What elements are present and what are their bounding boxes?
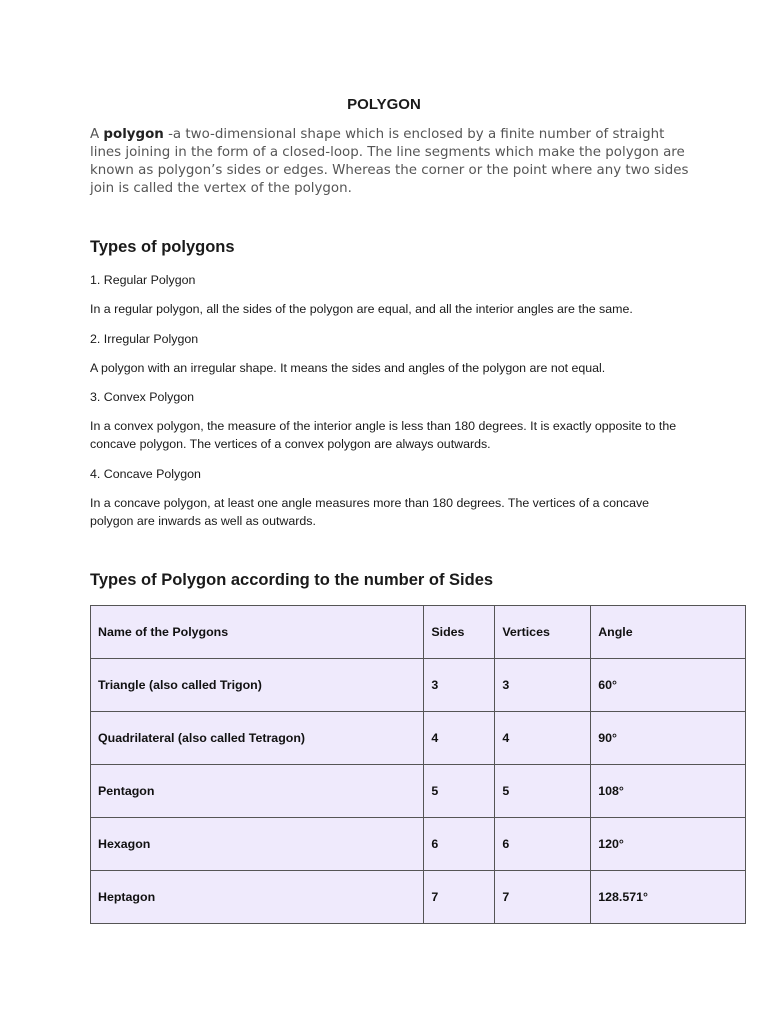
polygon-sides-table (90, 605, 746, 924)
cell-angle: 60° (591, 659, 746, 712)
type-name-irregular: 2. Irregular Polygon (90, 332, 199, 346)
type-name-convex: 3. Convex Polygon (90, 390, 195, 404)
cell-name: Heptagon (91, 871, 424, 924)
type-name-concave: 4. Concave Polygon (90, 467, 201, 481)
cell-vertices: 3 (495, 659, 591, 712)
header-sides: Sides (424, 606, 495, 659)
table-row (91, 818, 746, 871)
header-name: Name of the Polygons (91, 606, 424, 659)
table-row (91, 871, 746, 924)
cell-vertices: 4 (495, 712, 591, 765)
table-heading: Types of Polygon according to the number of Sides (90, 571, 494, 589)
cell-angle: 90° (591, 712, 746, 765)
cell-sides: 3 (424, 659, 495, 712)
cell-angle: 128.571° (591, 871, 746, 924)
cell-name: Quadrilateral (also called Tetragon) (91, 712, 424, 765)
cell-name: Pentagon (91, 765, 424, 818)
type-description-regular: In a regular polygon, all the sides of the polygon are equal, and all the interior angles are the same. (90, 302, 633, 316)
cell-sides: 6 (424, 818, 495, 871)
header-vertices: Vertices (495, 606, 591, 659)
table-row (91, 712, 746, 765)
intro-prefix: A (90, 127, 104, 142)
cell-name: Triangle (also called Trigon) (91, 659, 424, 712)
type-description-concave: In a concave polygon, at least one angle measures more than 180 degrees. The vertices of a concave polygon are inwards as well as outwards. (90, 496, 650, 528)
intro-text: -a two-dimensional shape which is enclosed by a finite number of straight lines joining in the form of a closed-loop. The line segments which make the polygon are known as polygon’s sides or edges. Whereas the corner or the point where any two sides join is called the vertex of the polygon. (90, 127, 689, 196)
page-title: POLYGON (347, 96, 421, 113)
cell-vertices: 5 (495, 765, 591, 818)
table-row (91, 659, 746, 712)
header-angle: Angle (591, 606, 746, 659)
table-header-row (91, 606, 746, 659)
cell-vertices: 7 (495, 871, 591, 924)
cell-angle: 108° (591, 765, 746, 818)
type-description-irregular: A polygon with an irregular shape. It means the sides and angles of the polygon are not equal. (90, 361, 606, 375)
cell-sides: 7 (424, 871, 495, 924)
table-row (91, 765, 746, 818)
types-heading: Types of polygons (90, 238, 235, 256)
type-name-regular: 1. Regular Polygon (90, 273, 196, 287)
intro-paragraph (90, 126, 690, 198)
type-description-convex: In a convex polygon, the measure of the interior angle is less than 180 degrees. It is exactly opposite to the concave polygon. The vertices of a convex polygon are always outwards. (90, 419, 677, 451)
cell-sides: 5 (424, 765, 495, 818)
intro-term: polygon (103, 127, 164, 142)
cell-name: Hexagon (91, 818, 424, 871)
cell-sides: 4 (424, 712, 495, 765)
cell-vertices: 6 (495, 818, 591, 871)
cell-angle: 120° (591, 818, 746, 871)
